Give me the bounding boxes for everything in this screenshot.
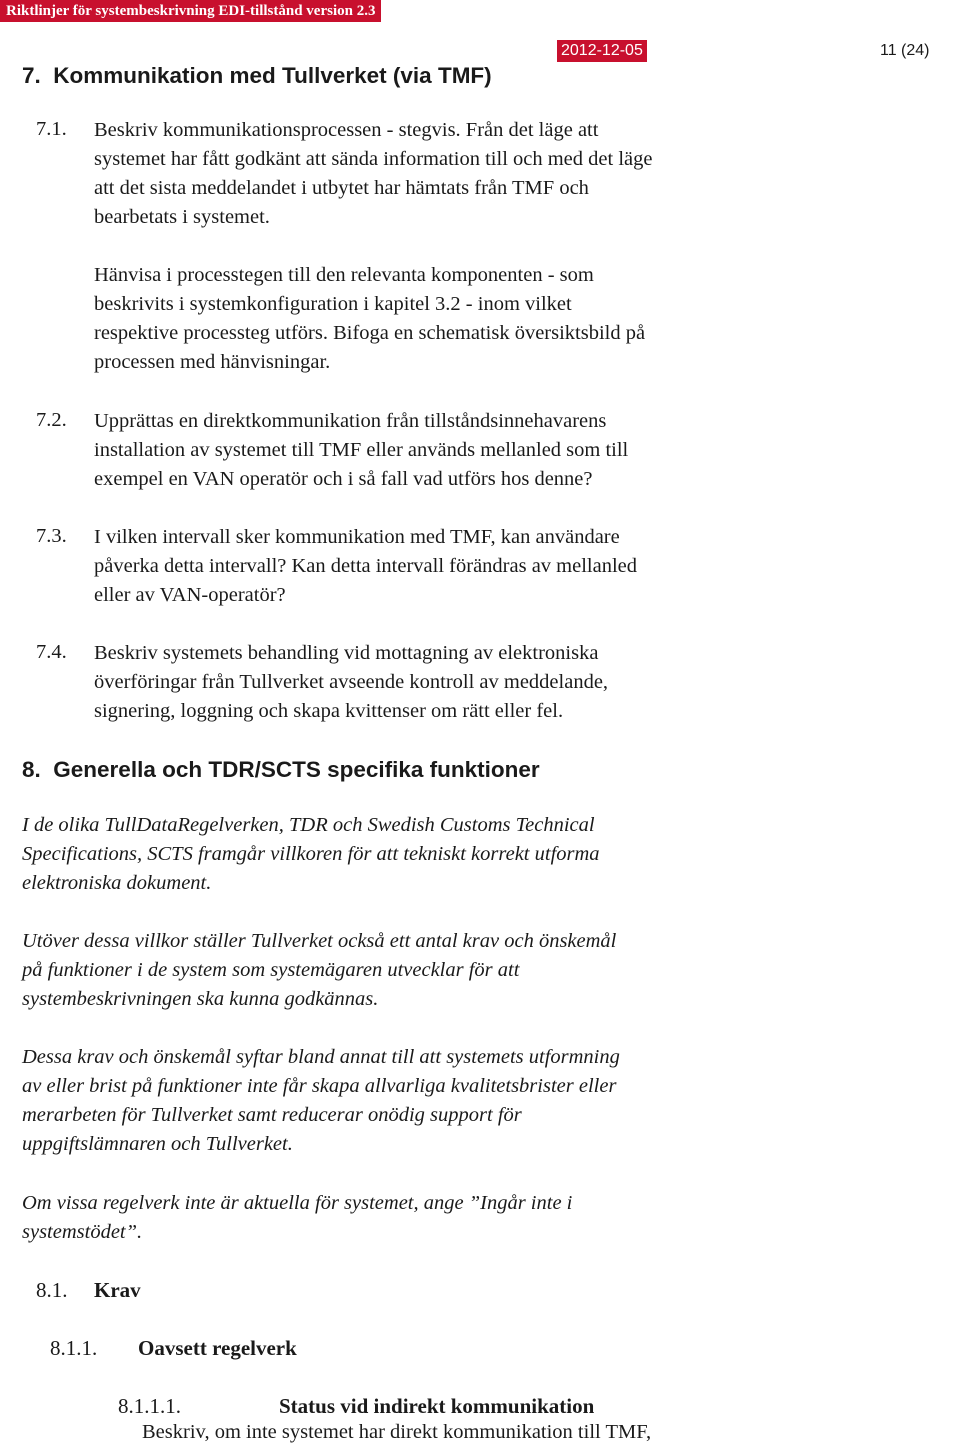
text-line: processen med hänvisningar.	[94, 351, 331, 373]
subsection-title: Oavsett regelverk	[138, 1336, 297, 1360]
text-line: Utöver dessa villkor ställer Tullverket också ett antal krav och önskemål	[22, 930, 617, 952]
item-number: 7.3.	[36, 525, 67, 547]
text-line: signering, loggning och skapa kvittenser om rätt eller fel.	[94, 700, 564, 722]
italic-paragraph	[22, 927, 922, 1014]
text-line: Beskriv systemets behandling vid mottagning av elektroniska	[94, 642, 599, 664]
text-line: elektroniska dokument.	[22, 872, 212, 894]
subsection-number: 8.1.1.	[50, 1336, 98, 1360]
text-line: Beskriv, om inte systemet har direkt kommunikation till TMF,	[142, 1421, 652, 1443]
text-line: Specifications, SCTS framgår villkoren för att tekniskt korrekt utforma	[22, 843, 600, 865]
text-line: systemstödet”.	[22, 1221, 143, 1243]
item-7-3-paragraph	[94, 523, 914, 610]
text-line: Hänvisa i processtegen till den relevanta komponenten - som	[94, 264, 594, 286]
text-line: Om vissa regelverk inte är aktuella för systemet, ange ”Ingår inte i	[22, 1192, 573, 1214]
document-date: 2012-12-05	[557, 40, 647, 62]
item-7-4-paragraph	[94, 639, 914, 726]
text-line: uppgiftslämnaren och Tullverket.	[22, 1133, 293, 1155]
section-number: 7.	[22, 63, 41, 88]
section-7-heading	[22, 63, 492, 89]
text-line: installation av systemet till TMF eller används mellanled som till	[94, 439, 629, 461]
section-number: 8.	[22, 757, 41, 782]
subsection-number: 8.1.	[36, 1278, 68, 1302]
item-7-1-paragraph	[94, 116, 914, 232]
subsection-number: 8.1.1.1.	[118, 1394, 181, 1418]
text-line: I vilken intervall sker kommunikation med TMF, kan användare	[94, 526, 620, 548]
text-line: Upprättas en direktkommunikation från tillståndsinnehavarens	[94, 410, 607, 432]
text-line: merarbeten för Tullverket samt reducerar onödig support för	[22, 1104, 522, 1126]
text-line: systembeskrivningen ska kunna godkännas.	[22, 988, 379, 1010]
text-line: exempel en VAN operatör och i så fall vad utförs hos denne?	[94, 468, 593, 490]
page-number: 11 (24)	[880, 42, 930, 59]
text-line: I de olika TullDataRegelverken, TDR och Swedish Customs Technical	[22, 814, 595, 836]
text-line: på funktioner i de system som systemägaren utvecklar för att	[22, 959, 520, 981]
text-line: systemet har fått godkänt att sända information till och med det läge	[94, 148, 653, 170]
item-7-2-paragraph	[94, 407, 914, 494]
section-title: Generella och TDR/SCTS specifika funktioner	[53, 757, 540, 782]
italic-paragraph	[22, 1189, 922, 1247]
text-line: av eller brist på funktioner inte får skapa allvarliga kvalitetsbrister eller	[22, 1075, 617, 1097]
text-line: Dessa krav och önskemål syftar bland annat till att systemets utformning	[22, 1046, 620, 1068]
text-line: bearbetats i systemet.	[94, 206, 270, 228]
text-line: att det sista meddelandet i utbytet har hämtats från TMF och	[94, 177, 589, 199]
item-7-1-paragraph-2	[94, 261, 914, 377]
document-title-bar: Riktlinjer för systembeskrivning EDI-tillstånd version 2.3	[0, 0, 381, 22]
text-line: respektive processteg utförs. Bifoga en schematisk översiktsbild på	[94, 322, 646, 344]
section-title: Kommunikation med Tullverket (via TMF)	[53, 63, 492, 88]
italic-paragraph	[22, 1043, 922, 1159]
italic-paragraph	[22, 811, 922, 898]
text-line: Beskriv kommunikationsprocessen - stegvis. Från det läge att	[94, 119, 599, 141]
text-line: överföringar från Tullverket avseende kontroll av meddelande,	[94, 671, 609, 693]
text-line: beskrivits i systemkonfiguration i kapitel 3.2 - inom vilket	[94, 293, 572, 315]
section-8-heading	[22, 757, 540, 783]
subsection-title: Status vid indirekt kommunikation	[279, 1394, 595, 1418]
item-number: 7.2.	[36, 409, 67, 431]
text-line: eller av VAN-operatör?	[94, 584, 286, 606]
text-line: påverka detta intervall? Kan detta intervall förändras av mellanled	[94, 555, 637, 577]
subsection-title: Krav	[94, 1278, 141, 1302]
item-number: 7.4.	[36, 641, 67, 663]
item-number: 7.1.	[36, 118, 67, 140]
